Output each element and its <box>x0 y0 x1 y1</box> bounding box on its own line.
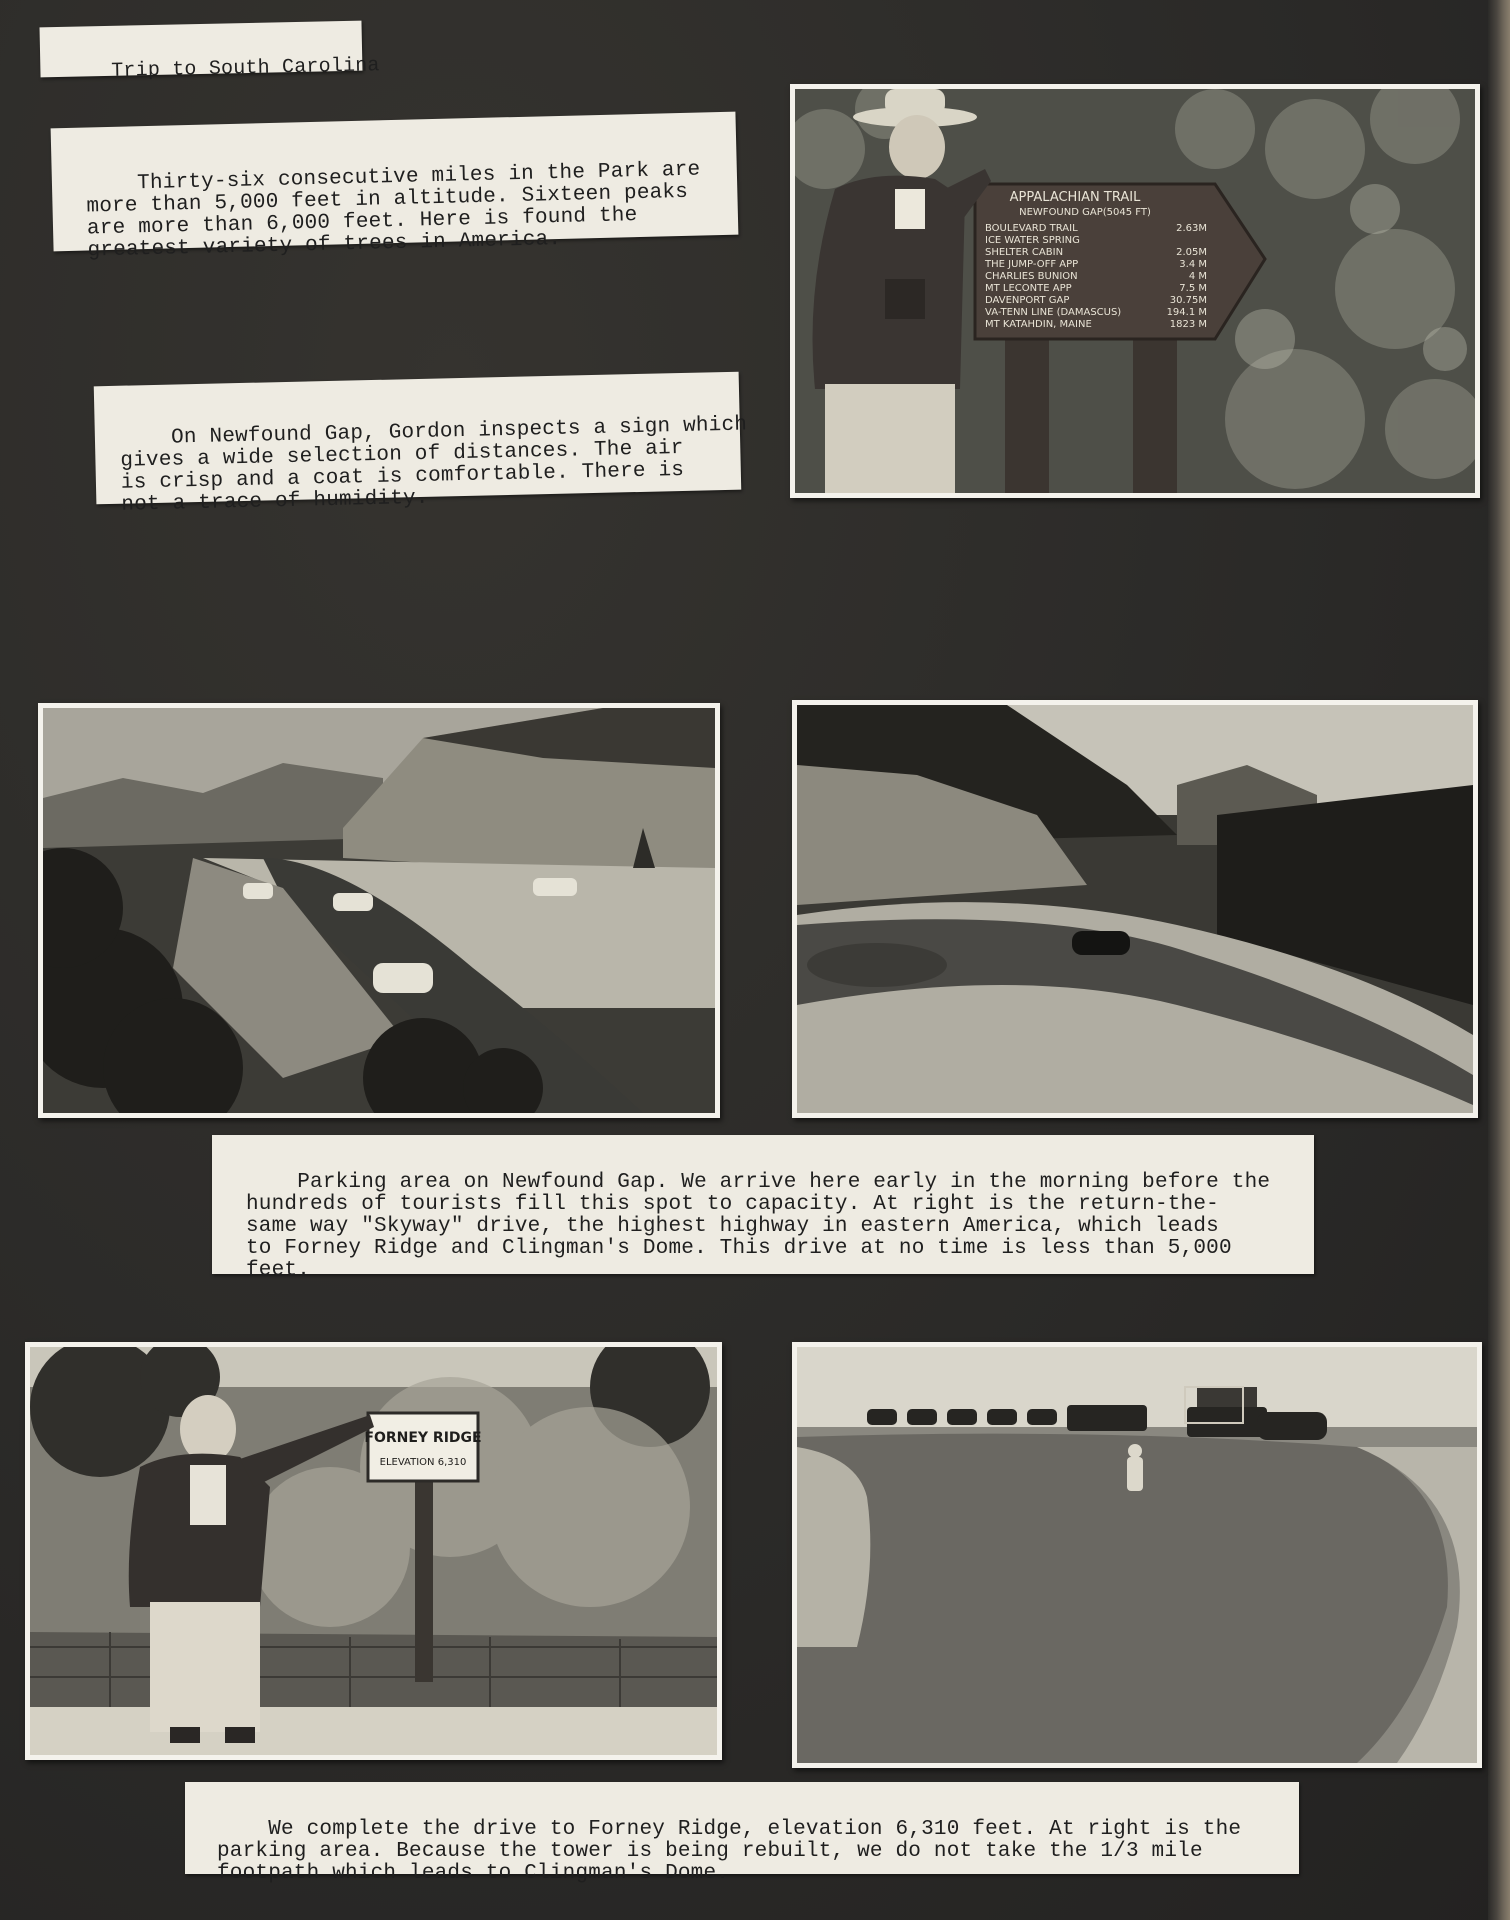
caption-parking-area-text: Parking area on Newfound Gap. We arrive here early in the morning before the hundreds of tourists fill this spot to capacity. At right is the return-the- same way "Skyway" drive, the highest highway in eastern America, which leads to Forney Ridge and Clingman's Dome. This drive at no time is less than 5,000 feet. <box>246 1171 1271 1282</box>
caption-forney-ridge <box>185 1782 1299 1885</box>
sign-row-place: DAVENPORT GAP <box>985 295 1070 306</box>
photo-forney-ridge <box>25 1342 722 1760</box>
page-edge <box>1488 0 1510 1920</box>
sign-row-place: VA-TENN LINE (DAMASCUS) <box>985 307 1122 318</box>
sign-row-distance: 4 M <box>1188 271 1207 282</box>
caption-park-facts-text: Thirty-six consecutive miles in the Park are more than 5,000 feet in altitude. Sixteen peaks are more than 6,000 feet. Here is found the greatest variety of trees in America. <box>86 158 701 263</box>
photo-forney-parking <box>792 1342 1482 1768</box>
caption-forney-ridge-text: We complete the drive to Forney Ridge, elevation 6,310 feet. At right is the parking area. Because the tower is being rebuilt, we do not take the 1/3 mile footpath which leads to Clingman's Dome. <box>217 1818 1242 1885</box>
sign-row-place: ICE WATER SPRING <box>985 235 1080 246</box>
caption-parking-area <box>212 1135 1314 1282</box>
forney-sign-name: FORNEY RIDGE <box>364 1430 482 1446</box>
sign-row-distance: 2.63M <box>1176 223 1207 234</box>
sign-row-place: SHELTER CABIN <box>985 247 1064 258</box>
forney-sign-elevation: ELEVATION 6,310 <box>379 1457 467 1468</box>
sign-row-place: MT LECONTE APP <box>985 283 1072 294</box>
page-title-tag <box>40 21 380 83</box>
sign-row-distance: 194.1 M <box>1166 307 1207 318</box>
caption-park-facts <box>51 112 739 263</box>
sign-row-distance: 7.5 M <box>1179 283 1207 294</box>
photo-trail-sign <box>790 84 1480 498</box>
page-title: Trip to South Carolina <box>111 54 380 83</box>
sign-row-place: MT KATAHDIN, MAINE <box>985 319 1092 330</box>
sign-row-distance: 2.05M <box>1176 247 1207 258</box>
sign-row-distance: 3.4 M <box>1179 259 1207 270</box>
sign-row-place: THE JUMP-OFF APP <box>985 259 1079 270</box>
sign-row-place: BOULEVARD TRAIL <box>985 223 1078 234</box>
caption-newfound-sign-text: On Newfound Gap, Gordon inspects a sign which gives a wide selection of distances. The air is crisp and a coat is comfortable. There is not a trace of humidity. <box>120 413 748 517</box>
photo-skyway-drive <box>792 700 1478 1118</box>
photo-parking-area <box>38 703 720 1118</box>
sign-heading: APPALACHIAN TRAIL <box>1009 190 1141 205</box>
caption-newfound-sign <box>94 372 748 517</box>
sign-row-place: CHARLIES BUNION <box>985 271 1078 282</box>
sign-row-distance: 30.75M <box>1169 295 1207 306</box>
sign-row-distance: 1823 M <box>1169 319 1207 330</box>
sign-subheading: NEWFOUND GAP(5045 FT) <box>1019 207 1151 218</box>
